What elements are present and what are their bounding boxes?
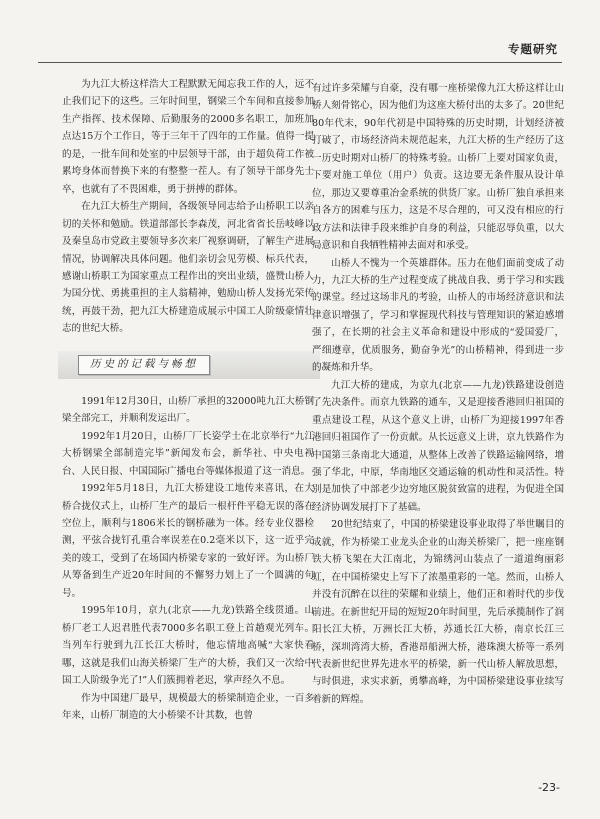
body-paragraph: 为九江大桥这样浩大工程默默无闻忘我工作的人，远不止我们记下的这些。三年时间里，钢梁三个车间和直接参加生产指挥、技术保障、后勤服务的2000多名职工，加班加点达15万个工作日，等于三年干了四年的工作量。值得一提的是，一批车间和处室的中层领导干部，由于超负荷工作被累垮身体而替换下来的有整整一茬人。有了领导干部身先士卒，也就有了不畏困难，勇于拼搏的群体。 [62,79,314,195]
section-heading-box [78,355,210,375]
body-paragraph-continued: 有过许多荣耀与自豪，没有哪一座桥梁像九江大桥这样让山桥人刻骨铭心，因为他们为这座大桥付出的太多了。20世纪80年代末，90年代初是中国特殊的历史时期，计划经济被打破了，市场经济尚未规范起来，九江大桥的生产经历了这一历史时期对山桥厂的特殊考验。山桥厂上要对国家负责，下要对施工单位（用户）负责。这边要无条件服从设计单位，那边又要尊重冶金系统的供货厂家。山桥厂独自承担来自各方的困难与压力，这是不尽合理的，可又没有相应的行政方法和法律手段来维护自身的利益，只能忍辱负重，以大局意识和自我牺牲精神去面对和承受。 [312,83,564,252]
body-paragraph: 1992年1月20日，山桥厂厂长姿学士在北京举行“九江大桥钢梁全部制造完毕”新闻发布会，新华社、中央电视台、人民日报、中国国际广播电台等媒体报道了这一消息。 [62,430,314,477]
body-paragraph: 九江大桥的建成，为京九(北京——九龙)铁路建设创造了先决条件。而京九铁路的通车，又是迎接香港回归祖国的重点建设工程，从这个意义上讲，山桥厂为迎接1997年香港回归祖国作了一份贡献。从长远意义上讲，京九铁路作为中国第三条南北大通道，从整体上改善了铁路运输网络，增强了华北，中原，华南地区交通运输的机动性和灵活性。特别是加快了中部老少边穷地区脱贫致富的进程，为促进全国经济协调发展打下了基础。 [312,379,564,513]
body-paragraph: 作为中国建厂最早，规模最大的桥梁制造企业，一百多年来，山桥厂制造的大小桥梁不计其数，也曾 [62,692,314,721]
section-header: 专题研究 [508,42,558,56]
header-rule [38,62,562,63]
body-paragraph: 1991年12月30日，山桥厂承担的32000吨九江大桥钢梁全部完工，并顺利发运出厂。 [62,395,314,425]
body-paragraph: 山桥人不愧为一个英雄群体。压力在他们面前变成了动力，九江大桥的生产过程变成了挑战自我、勇于学习和实践的课堂。经过这场非凡的考验，山桥人的市场经济意识和法律意识增强了，学习和掌握现代科技与管理知识的紧迫感增强了，在长期的社会主义革命和建设中形成的“爱国爱厂，严细遵章，优质服务，勤奋争光”的山桥精神，得到进一步的凝炼和升华。 [312,257,564,374]
section-heading-band [58,351,320,379]
body-paragraph: 20世纪结束了，中国的桥梁建设事业取得了举世瞩目的成就，作为桥梁工业龙头企业的山海关桥梁厂，把一座座钢铁大桥飞架在大江南北，为锦绣河山装点了一道道绚丽彩虹，在中国桥梁史上写下了浓墨重彩的一笔。然而，山桥人并没有沉醉在以往的荣耀和业绩上，他们正和着时代的步伐前进。在新世纪开局的短短20年时间里，先后承揽制作了润阳长江大桥，万洲长江大桥，苏通长江大桥，南京长江三桥，深圳湾湾大桥，香港昂船洲大桥，港珠澳大桥等一系列代表新世纪世界先进水平的桥梁，新一代山桥人解放思想，与时俱进，求实求新，勇攀高峰，为中国桥梁建设事业续写着新的辉煌。 [312,519,564,705]
left-column [62,76,314,724]
body-paragraph: 在九江大桥生产期间，各级领导同志给予山桥职工以亲切的关怀和勉励。铁道部部长李森茂，河北省省长岳岐峰以及秦皇岛市党政主要领导多次来厂视察调研，了解生产进展情况，协调解决具体问题。他们亲切会见劳模、标兵代表，感谢山桥职工为国家重点工程作出的突出业绩，盛赞山桥人为国分忧、勇挑重担的主人翁精神，勉励山桥人发扬光荣传统，再鼓干劲，把九江大桥建造成展示中国工人阶级豪情壮志的世纪大桥。 [62,201,314,335]
section-heading: 历史的记载与畅想 [90,358,198,371]
body-paragraph: 1995年10月，京九(北京——九龙)铁路全线贯通。山桥厂老工人迟君胜代表7000多名职工登上首趟观光列车。当列车行驶到九江长江大桥时，他忘情地高喊“大家快看哪，这就是我们山海关桥梁厂生产的大桥，我们又一次给中国工人阶级争光了!”人们簇拥着老迟，掌声经久不息。 [62,605,314,687]
page-number: -23- [538,781,560,794]
body-paragraph: 1992年5月18日，九江大桥建设工地传来喜讯，在大桥合拢仪式上，山桥厂生产的最后一根杆件平稳无误的落在空位上，顺利与1806米长的钢桥融为一体。经专业仪器检测，平弦合拢钉孔重合率误差在0.2毫米以下，这一近乎完美的竣工，受到了在场国内桥梁专家的一致好评。为山桥厂从筹备到生产近20年时间的不懈努力划上了一个圆满的句号。 [62,483,314,599]
right-column [312,80,564,708]
